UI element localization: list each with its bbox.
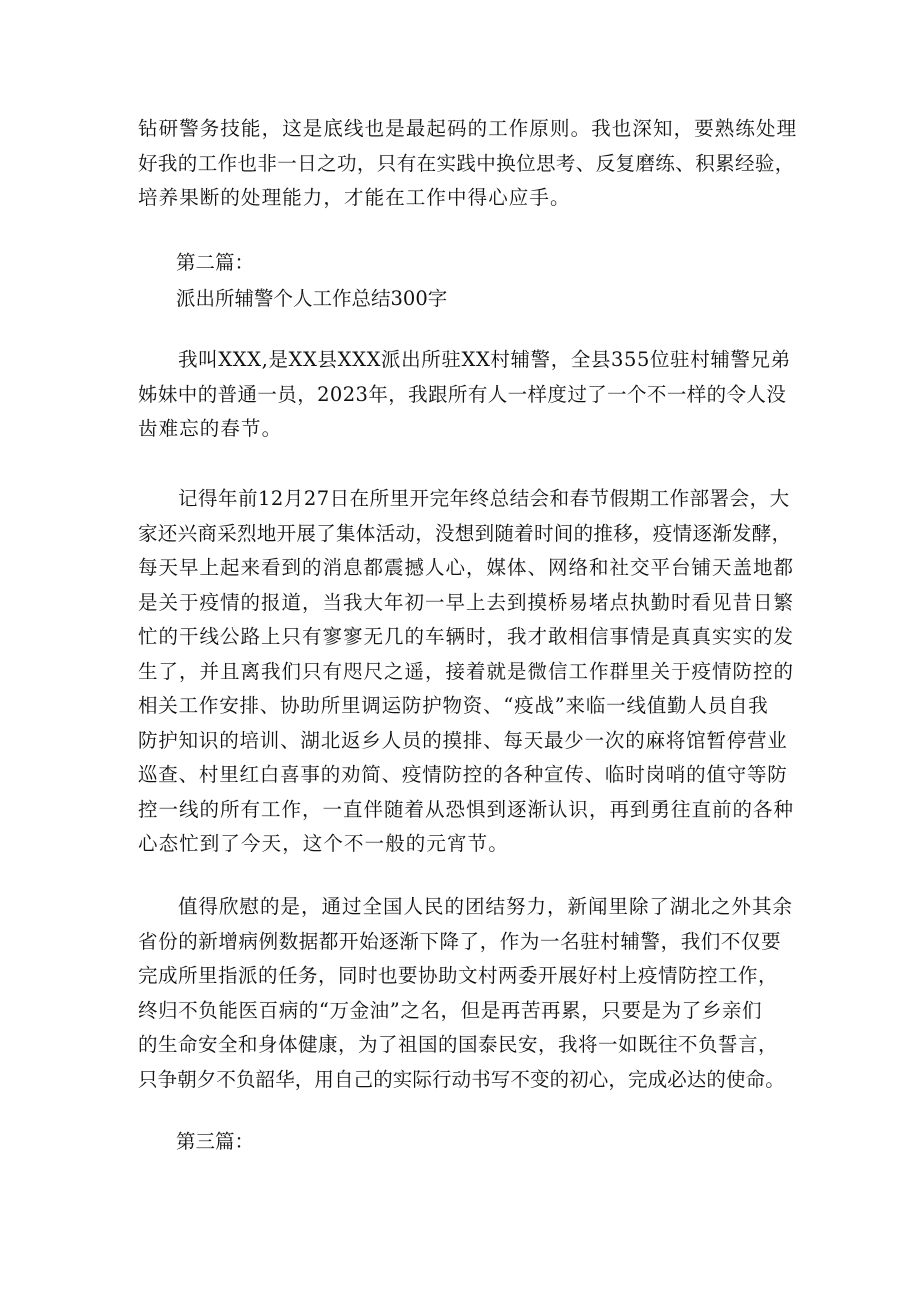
paragraph-line: 防护知识的培训、湖北返乡人员的摸排、每天最少一次的麻将馆暂停营业 bbox=[138, 728, 788, 752]
section-2-title: 派出所辅警个人工作总结300字 bbox=[176, 287, 448, 310]
paragraph-2 bbox=[138, 343, 791, 447]
paragraph-line: 家还兴商采烈地开展了集体活动，没想到随着时间的推移，疫情逐渐发酵， bbox=[138, 521, 792, 545]
paragraph-line: 只争朝夕不负韶华，用自己的实际行动书写不变的初心，完成必达的使命。 bbox=[138, 1067, 785, 1091]
paragraph-3 bbox=[138, 482, 795, 862]
paragraph-line: 完成所里指派的任务，同时也要协助文村两委开展好村上疫情防控工作， bbox=[138, 964, 779, 987]
paragraph-line: 钻研警务技能，这是底线也是最起码的工作原则。我也深知，要熟练处理 bbox=[138, 117, 798, 140]
section-3-label: 第三篇： bbox=[176, 1130, 255, 1153]
paragraph-line: 每天早上起来看到的消息都震撼人心，媒体、网络和社交平台铺天盖地都 bbox=[138, 556, 795, 579]
paragraph-line: 记得年前12月27日在所里开完年终总结会和春节假期工作部署会，大 bbox=[178, 487, 790, 510]
paragraph-line: 是关于疫情的报道，当我大年初一早上去到摸桥易堵点执勤时看见昔日繁 bbox=[138, 590, 795, 614]
paragraph-line: 好我的工作也非一日之功，只有在实践中换位思考、反复磨练、积累经验， bbox=[138, 151, 795, 175]
paragraph-line: 培养果断的处理能力，才能在工作中得心应手。 bbox=[138, 186, 571, 209]
paragraph-line: 相关工作安排、协助所里调运防护物资、“疫战”来临一线值勤人员自我 bbox=[138, 694, 769, 717]
paragraph-line: 巡查、村里红白喜事的劝简、疫情防控的各种宣传、临时岗哨的值守等防 bbox=[138, 763, 788, 786]
paragraph-4 bbox=[138, 890, 794, 1097]
paragraph-line: 终归不负能医百病的“万金油”之名，但是再苦再累，只要是为了乡亲们 bbox=[138, 998, 763, 1022]
paragraph-line: 齿难忘的春节。 bbox=[138, 417, 283, 440]
paragraph-line: 生了，并且离我们只有咫尺之遥，接着就是微信工作群里关于疫情防控的 bbox=[138, 659, 795, 683]
paragraph-line: 姊妹中的普通一员，2023年，我跟所有人一样度过了一个不一样的令人没 bbox=[138, 382, 787, 406]
section-2-label: 第二篇： bbox=[176, 251, 255, 274]
paragraph-1 bbox=[138, 112, 798, 216]
paragraph-line: 省份的新增病例数据都开始逐渐下降了，作为一名驻村辅警，我们不仅要 bbox=[138, 929, 782, 953]
paragraph-line: 我叫XXX,是XX县XXX派出所驻XX村辅警，全县355位驻村辅警兄弟 bbox=[178, 348, 791, 371]
paragraph-line: 值得欣慰的是，通过全国人民的团结努力，新闻里除了湖北之外其余 bbox=[178, 895, 794, 918]
paragraph-line: 心态忙到了今天，这个不一般的元宵节。 bbox=[138, 832, 509, 855]
paragraph-line: 的生命安全和身体健康，为了祖国的国泰民安，我将一如既往不负誓言， bbox=[138, 1033, 779, 1056]
paragraph-line: 忙的干线公路上只有寥寥无几的车辆时，我才敢相信事情是真真实实的发 bbox=[138, 625, 795, 648]
paragraph-line: 控一线的所有工作，一直伴随着从恐惧到逐渐认识，再到勇往直前的各种 bbox=[138, 797, 795, 821]
